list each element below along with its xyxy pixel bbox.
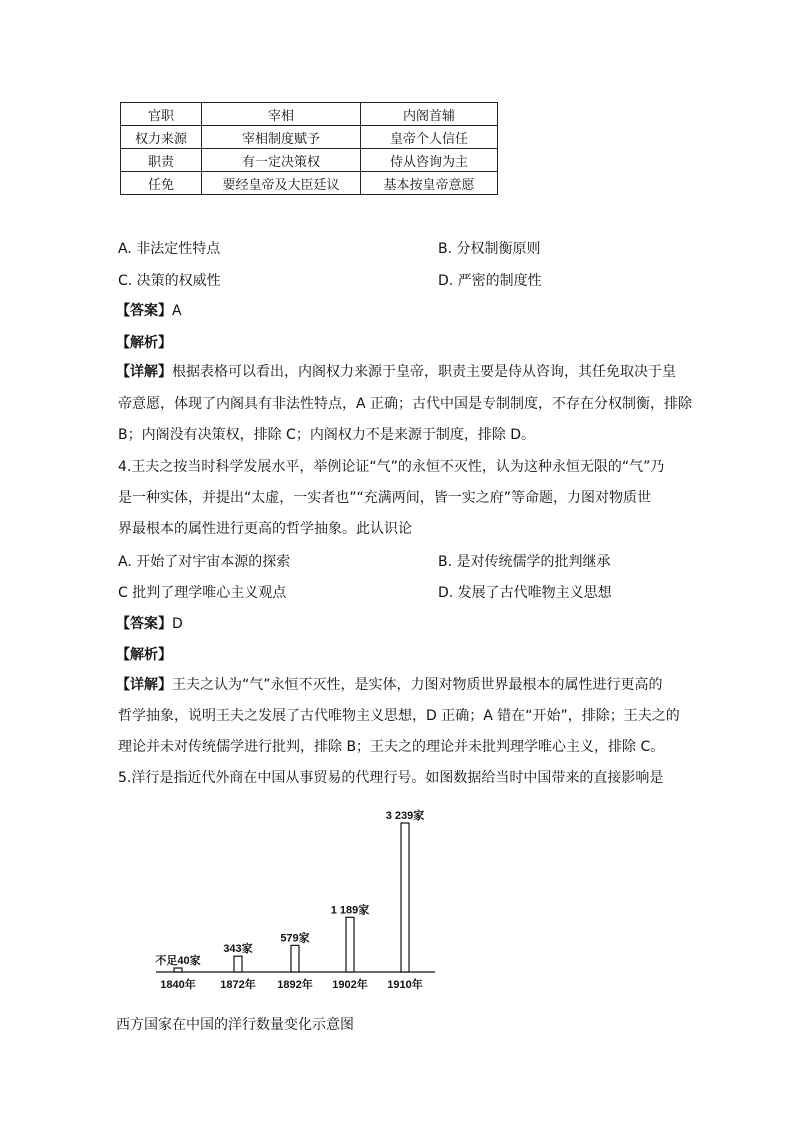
q3-detail-line-3: B；内阁没有决策权，排除 C；内阁权力不是来源于制度，排除 D。 xyxy=(118,427,536,443)
q4-answer xyxy=(116,613,183,633)
table-cell: 职责 xyxy=(121,149,202,172)
table-cell: 要经皇帝及大臣廷议 xyxy=(202,172,361,195)
x-tick-label-4: 1910年 xyxy=(387,979,423,991)
x-tick-label-3: 1902年 xyxy=(332,979,368,991)
q3-analysis-tag xyxy=(116,332,172,352)
q4-analysis-tag xyxy=(116,644,172,664)
q3-answer xyxy=(116,300,182,320)
answer-tag: 【答案】 xyxy=(116,616,172,632)
q3-option-d[interactable]: D. 严密的制度性 xyxy=(438,273,542,289)
answer-value: D xyxy=(172,616,183,632)
table-row xyxy=(121,149,498,172)
q3-option-c[interactable]: C. 决策的权威性 xyxy=(118,273,221,289)
q4-detail-line-3: 理论并未对传统儒学进行批判，排除 B；王夫之的理论并未批判理学唯心主义，排除 C。 xyxy=(118,739,665,755)
data-label-2: 579家 xyxy=(280,932,310,945)
table-cell: 基本按皇帝意愿 xyxy=(361,172,498,195)
q5-stem: 5.洋行是指近代外商在中国从事贸易的代理行号。如图数据给当时中国带来的直接影响是 xyxy=(118,770,664,786)
q3-option-a[interactable]: A. 非法定性特点 xyxy=(118,241,221,257)
bar-3 xyxy=(346,917,354,972)
table-row xyxy=(121,103,498,126)
q4-option-c[interactable]: C 批判了理学唯心主义观点 xyxy=(118,585,287,601)
analysis-tag: 【解析】 xyxy=(116,335,172,351)
x-tick-label-1: 1872年 xyxy=(220,979,256,991)
q4-detail-line-1 xyxy=(116,675,696,695)
table-cell: 权力来源 xyxy=(121,126,202,149)
comparison-table xyxy=(120,102,498,195)
bar-0 xyxy=(174,968,182,972)
yanghang-bar-chart xyxy=(150,805,450,995)
detail-text: 王夫之认为“气”永恒不灭性，是实体，力图对物质世界最根本的属性进行更高的 xyxy=(172,677,663,693)
table-cell: 有一定决策权 xyxy=(202,149,361,172)
bar-2 xyxy=(291,945,299,972)
q3-option-b[interactable]: B. 分权制衡原则 xyxy=(438,241,541,257)
table-cell: 宰相 xyxy=(202,103,361,126)
detail-tag: 【详解】 xyxy=(116,364,172,380)
bar-1 xyxy=(234,956,242,972)
data-label-3: 1 189家 xyxy=(330,904,370,917)
q4-detail-line-2: 哲学抽象，说明王夫之发展了古代唯物主义思想，D 正确；A 错在“开始”，排除；王夫之的 xyxy=(118,708,680,724)
analysis-tag: 【解析】 xyxy=(116,647,172,663)
data-label-1: 343家 xyxy=(223,943,253,956)
q4-option-d[interactable]: D. 发展了古代唯物主义思想 xyxy=(438,585,612,601)
table-cell: 任免 xyxy=(121,172,202,195)
detail-tag: 【详解】 xyxy=(116,677,172,693)
answer-tag: 【答案】 xyxy=(116,303,172,319)
table-cell: 皇帝个人信任 xyxy=(361,126,498,149)
q3-detail-line-2: 帝意愿，体现了内阁具有非法性特点，A 正确；古代中国是专制制度，不存在分权制衡，排除 xyxy=(118,396,693,412)
answer-value: A xyxy=(172,303,182,319)
x-tick-label-2: 1892年 xyxy=(277,979,313,991)
data-label-0: 不足40家 xyxy=(155,955,201,967)
data-label-4: 3 239家 xyxy=(385,810,425,822)
q3-detail-line-1 xyxy=(116,362,696,382)
x-tick-label-0: 1840年 xyxy=(160,979,196,991)
table-row xyxy=(121,126,498,149)
detail-text: 根据表格可以看出，内阁权力来源于皇帝，职责主要是侍从咨询，其任免取决于皇 xyxy=(172,364,676,380)
table-cell: 官职 xyxy=(121,103,202,126)
table-cell: 宰相制度赋予 xyxy=(202,126,361,149)
q4-stem-line-2: 是一种实体，并提出“太虚，一实者也”“充满两间，皆一实之府”等命题，力图对物质世 xyxy=(118,490,652,506)
q4-option-b[interactable]: B. 是对传统儒学的批判继承 xyxy=(438,554,611,570)
q4-option-a[interactable]: A. 开始了对宇宙本源的探索 xyxy=(118,554,291,570)
chart-caption: 西方国家在中国的洋行数量变化示意图 xyxy=(116,1017,354,1033)
q4-stem-line-1: 4.王夫之按当时科学发展水平，举例论证“气”的永恒不灭性，认为这种永恒无限的“气”乃 xyxy=(118,459,665,475)
q4-stem-line-3: 界最根本的属性进行更高的哲学抽象。此认识论 xyxy=(118,521,412,537)
bar-4 xyxy=(401,823,409,972)
table-cell: 侍从咨询为主 xyxy=(361,149,498,172)
table-row xyxy=(121,172,498,195)
table-cell: 内阁首辅 xyxy=(361,103,498,126)
